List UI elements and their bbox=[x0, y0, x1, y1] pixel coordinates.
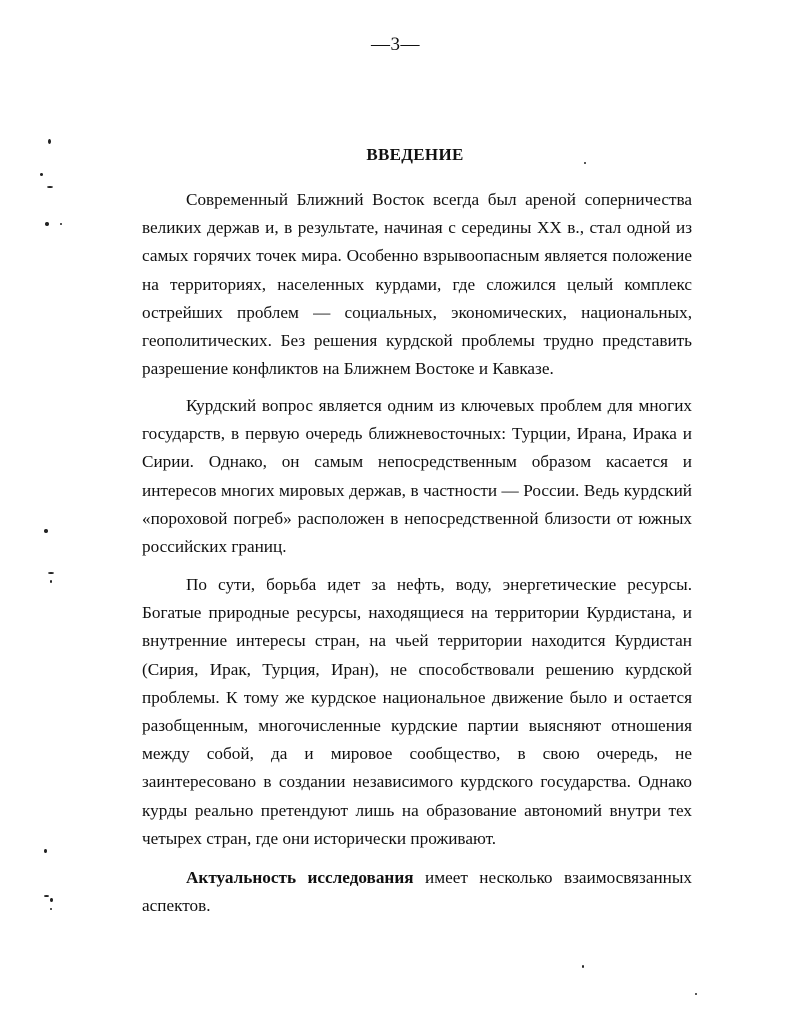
scan-speck bbox=[40, 173, 43, 176]
paragraph-text: Современный Ближний Восток всегда был ареной соперничества великих держав и, в результате, начиная с середины XX в., стал одной из самых горячих точек мира. Особенно взрывоопасным является положение на территориях, населенных курдами, где сложился целый комплекс острейших проблем — социальных, экономических, национальных, геополитических. Без решения курдской проблемы трудно представить разрешение конфликтов на Ближнем Востоке и Кавказе. bbox=[142, 190, 692, 379]
scan-speck bbox=[44, 895, 49, 897]
scan-speck bbox=[584, 162, 586, 164]
scan-speck bbox=[47, 186, 53, 188]
scan-speck bbox=[45, 222, 49, 226]
paragraph-text bbox=[142, 864, 692, 920]
scan-speck bbox=[60, 223, 62, 225]
scan-speck bbox=[50, 908, 52, 910]
scan-speck bbox=[44, 849, 47, 853]
scan-speck bbox=[48, 139, 51, 144]
scan-speck bbox=[50, 898, 53, 902]
relevance-rest: имеет несколько взаимосвязанных аспектов. bbox=[142, 868, 692, 916]
scan-speck bbox=[582, 965, 584, 968]
scan-speck bbox=[48, 572, 54, 574]
scan-speck bbox=[695, 993, 697, 995]
paragraph-text: Курдский вопрос является одним из ключевых проблем для многих государств, в первую очередь ближневосточных: Турции, Ирана, Ирака и Сирии. Однако, он самым непосредственным образом касается и интересов многих мировых держав, в частности — России. Ведь курдский «пороховой погреб» расположен в непосредственной близости от южных российских границ. bbox=[142, 396, 692, 557]
paragraph-intro bbox=[142, 186, 692, 383]
paragraph-resources bbox=[142, 571, 692, 853]
paragraph-kurdish-question bbox=[142, 392, 692, 561]
section-heading: ВВЕДЕНИЕ bbox=[366, 145, 464, 164]
scan-speck bbox=[50, 580, 52, 583]
page-number: —3— bbox=[371, 34, 420, 55]
relevance-bold-lead: Актуальность исследования bbox=[186, 868, 414, 887]
paragraph-text: По сути, борьба идет за нефть, воду, энергетические ресурсы. Богатые природные ресурсы, находящиеся на территории Курдистана, и внутренние интересы стран, на чьей территории находится Курдистан (Сирия, Ирак, Турция, Иран), не способствовали решению курдской проблемы. К тому же курдское национальное движение было и остается разобщенным, многочисленные курдские партии выясняют отношения между собой, да и мировое сообщество, в свою очередь, не заинтересовано в создании независимого курдского государства. Однако курды реально претендуют лишь на образование автономий внутри тех четырех стран, где они исторически проживают. bbox=[142, 575, 692, 848]
scan-speck bbox=[44, 529, 48, 533]
paragraph-relevance bbox=[142, 864, 692, 920]
